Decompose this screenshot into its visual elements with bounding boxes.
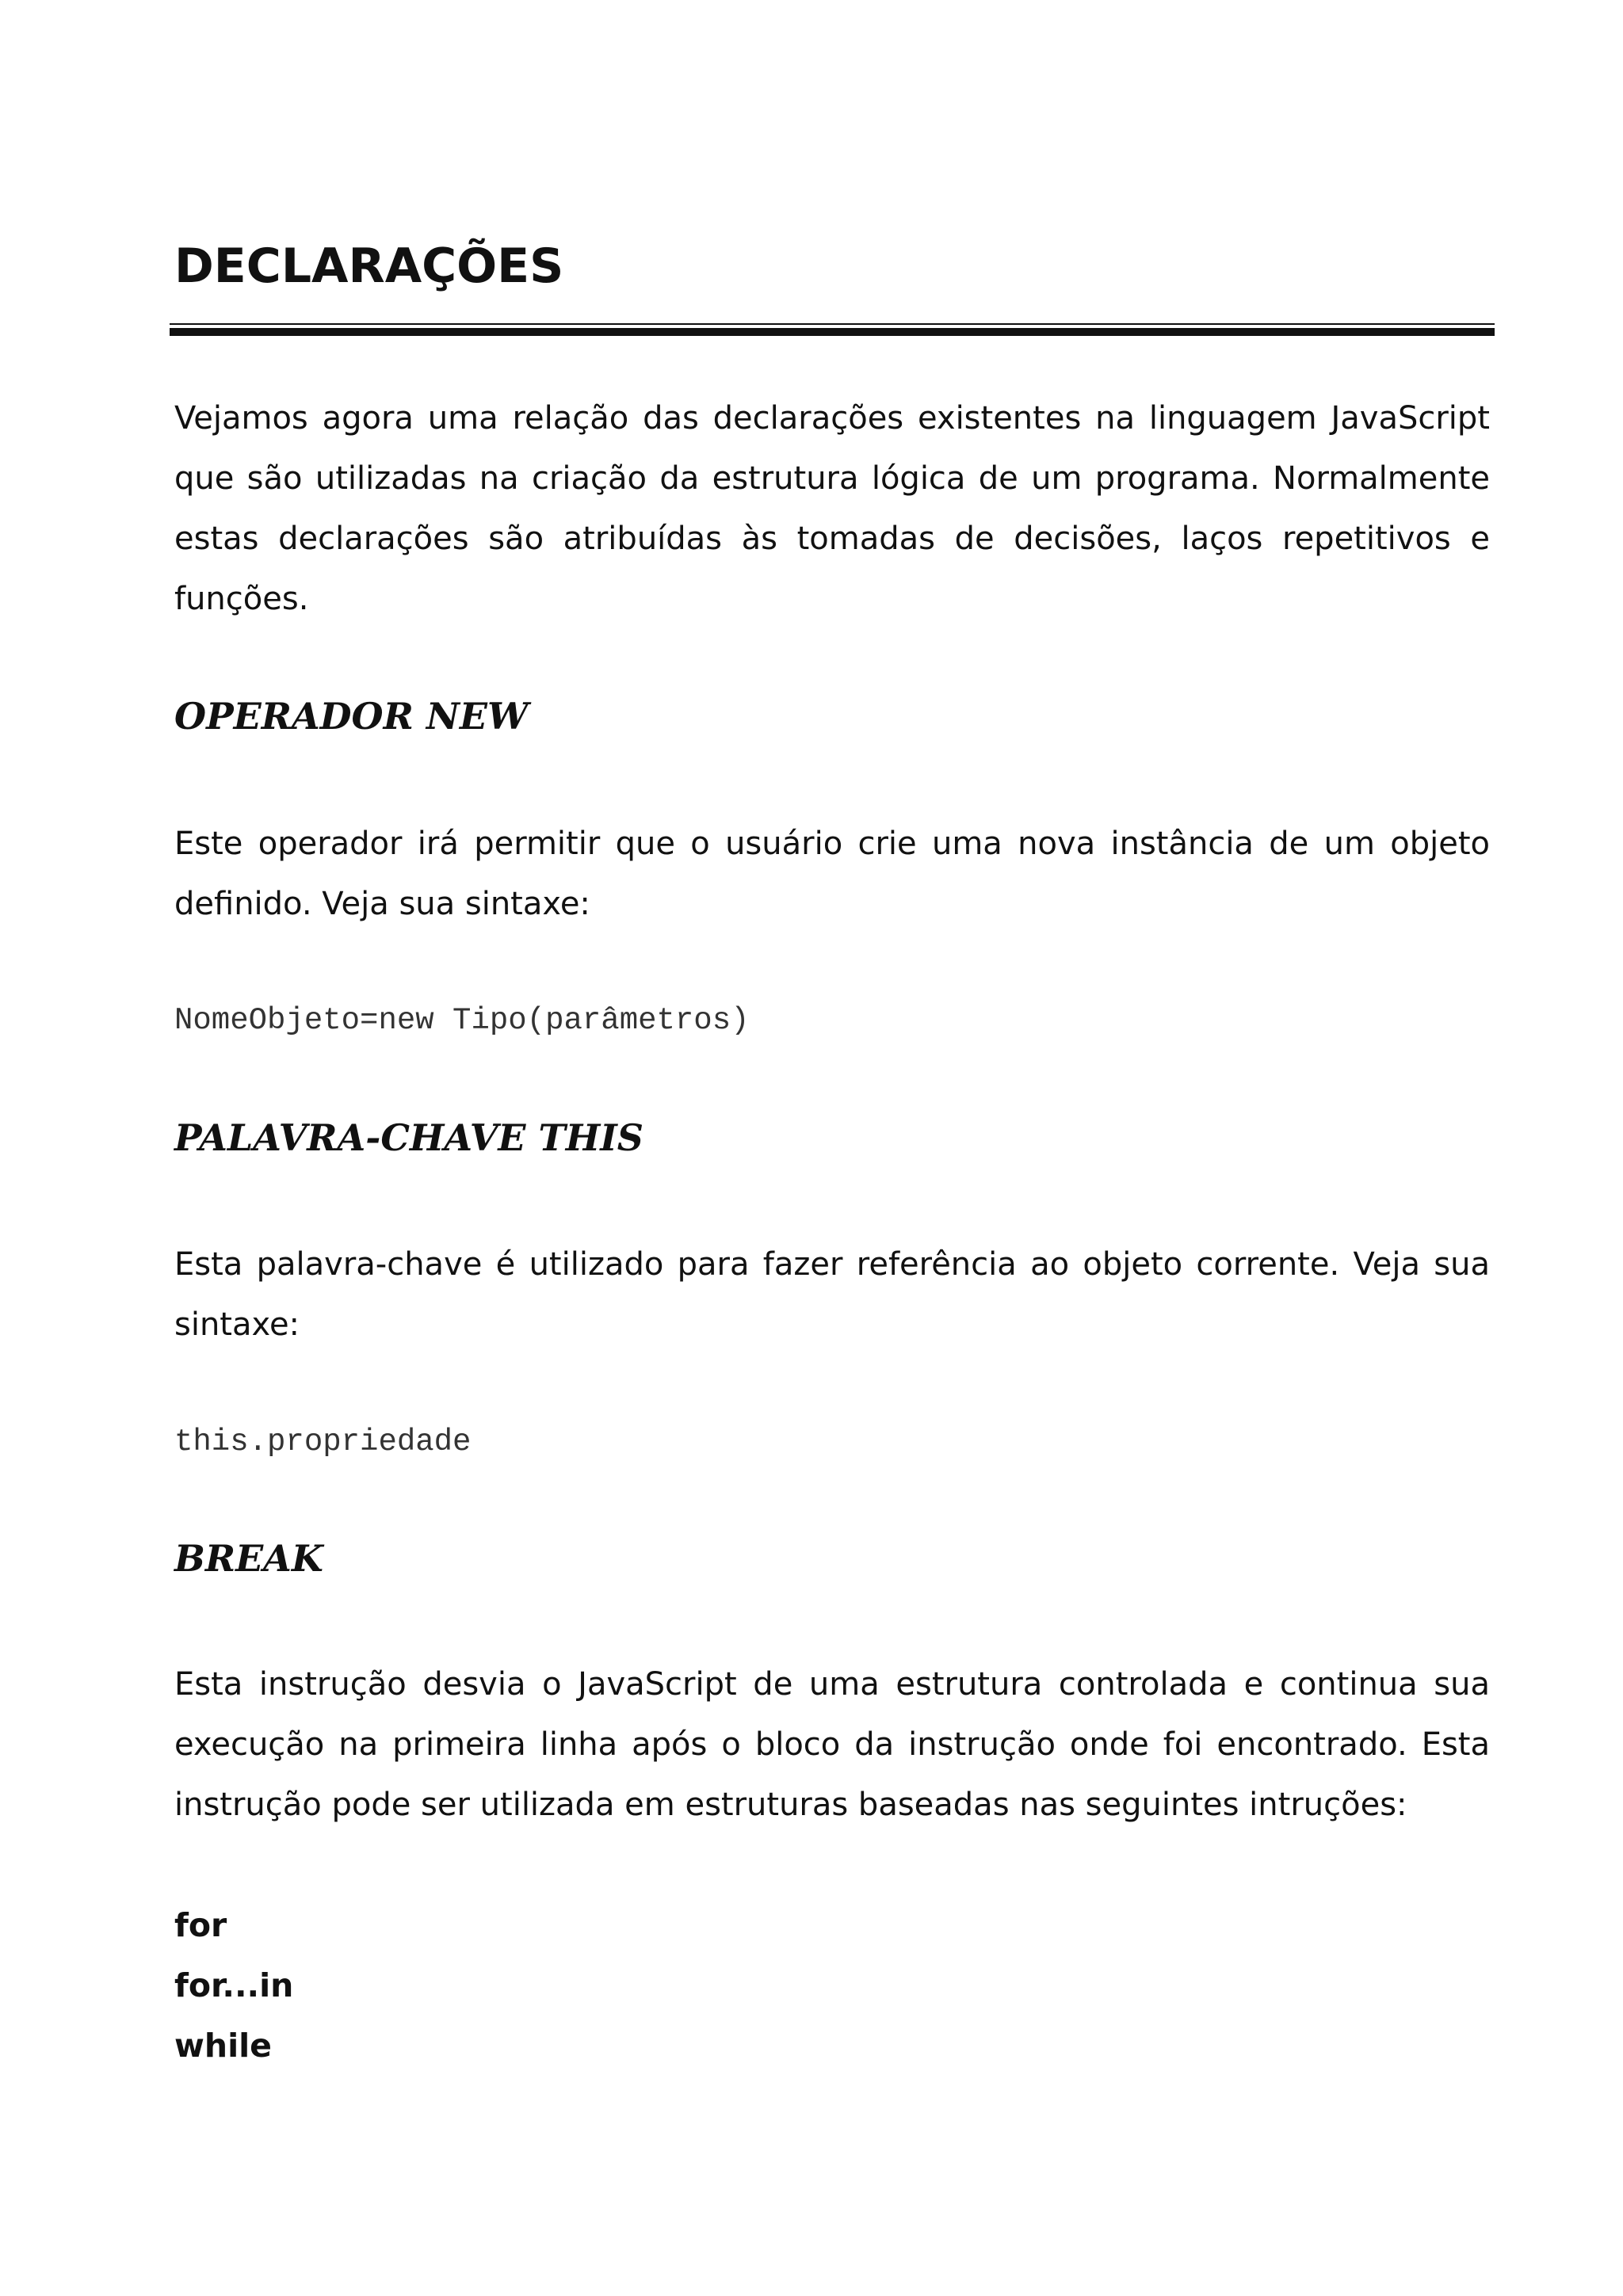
section-heading-break: BREAK: [174, 1537, 323, 1580]
keyword-while: while: [174, 2027, 272, 2065]
section-heading-this: PALAVRA-CHAVE THIS: [174, 1116, 643, 1159]
section-text-break: Esta instrução desvia o JavaScript de uma estrutura controlada e continua sua execução na primeira linha após o bloco da instrução onde foi encontrado. Esta instrução pode ser utilizada em estruturas baseadas nas seguintes intruções:: [174, 1666, 1490, 1823]
divider-thin-line: [170, 323, 1495, 325]
intro-paragraph: Vejamos agora uma relação das declarações existentes na linguagem JavaScript que são utilizadas na criação da estrutura lógica de um programa. Normalmente estas declarações são atribuídas às tomadas de decisões, laços repetitivos e funções.: [174, 400, 1490, 617]
divider-thick-line: [170, 328, 1495, 336]
code-sample-this: this.propriedade: [174, 1425, 472, 1459]
title-divider: [170, 323, 1495, 336]
keyword-for: for: [174, 1906, 227, 1944]
code-sample-operador-new: NomeObjeto=new Tipo(parâmetros): [174, 1003, 750, 1038]
break-keyword-list: [174, 1895, 293, 2076]
keyword-for-in: for...in: [174, 1966, 294, 2004]
section-text-operador-new: Este operador irá permitir que o usuário crie uma nova instância de um objeto definido. Veja sua sintaxe:: [174, 826, 1490, 922]
section-text-this: Esta palavra-chave é utilizado para fazer referência ao objeto corrente. Veja sua sintaxe:: [174, 1246, 1490, 1343]
page-title: DECLARAÇÕES: [174, 238, 564, 294]
section-heading-operador-new: OPERADOR NEW: [174, 695, 529, 738]
